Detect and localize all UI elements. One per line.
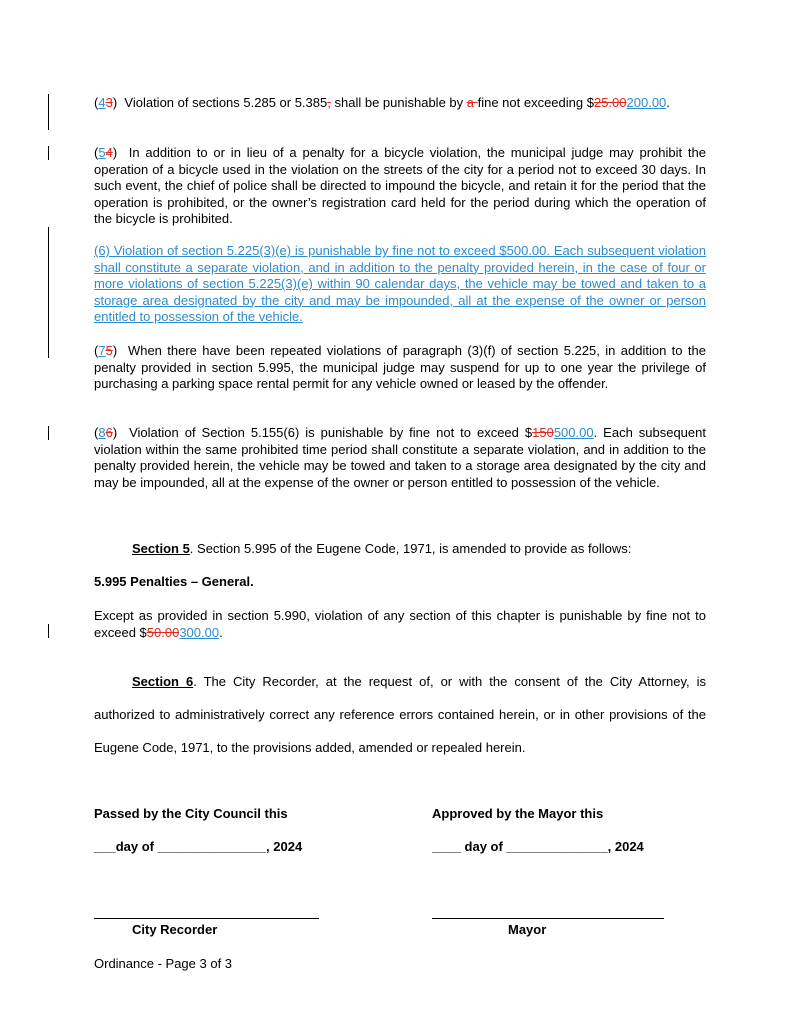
mayor-approved-title: Approved by the Mayor this <box>432 806 604 821</box>
council-passed-title: Passed by the City Council this <box>94 806 288 821</box>
section-heading: 5.995 Penalties – General. <box>94 574 254 589</box>
change-bar <box>48 624 49 638</box>
section-5-body <box>94 608 706 641</box>
deleted-amount: 50.00 <box>146 624 180 640</box>
paren: ( <box>94 343 99 358</box>
mayor-label: Mayor <box>508 922 547 937</box>
text: shall be punishable by <box>330 95 467 110</box>
deleted-text: a <box>466 95 478 110</box>
paren: ( <box>94 425 99 440</box>
deleted-amount: 150 <box>532 425 554 440</box>
paren: ) <box>112 145 118 160</box>
text: In addition to or in lieu of a penalty for a bicycle violation, the municipal judge may prohibit the operation of a bicycle used in the violation on the streets of the city for a period not to exceed 30 days. In such event, the chief of police shall be directed to impound the bicycle, and retain it for the period that the operation is prohibited, or the owner’s registration card held for the period during which the operation of the bicycle is prohibited. <box>94 145 706 226</box>
council-passed-date: ___day of _______________, 2024 <box>94 839 303 854</box>
paren: ) <box>112 343 118 358</box>
deleted-number: 6 <box>105 425 113 440</box>
recorder-signature-line <box>94 918 319 919</box>
inserted-amount: 300.00 <box>179 624 220 640</box>
city-recorder-label: City Recorder <box>132 922 218 937</box>
deleted-number: 3 <box>105 95 113 110</box>
change-bar <box>48 227 49 358</box>
section-label: Section 5 <box>132 541 190 556</box>
deleted-number: 5 <box>105 343 113 358</box>
paren: ) <box>112 425 118 440</box>
paragraph-4 <box>94 95 706 112</box>
section-5-intro <box>94 541 706 558</box>
paren: ) <box>112 95 118 110</box>
inserted-number: 5 <box>98 145 106 160</box>
mayor-signature-line <box>432 918 664 919</box>
text: . <box>219 624 223 640</box>
inserted-number: 8 <box>98 425 106 440</box>
inserted-number: 4 <box>98 95 106 110</box>
change-bar <box>48 426 49 440</box>
deleted-text: , <box>327 95 331 110</box>
deleted-number: 4 <box>105 145 113 160</box>
page-footer: Ordinance - Page 3 of 3 <box>94 956 233 971</box>
text: fine not exceeding $ <box>477 95 594 110</box>
text: . The City Recorder, at the request of, or with the consent of the City Attorney, is authorized to administratively correct any reference errors contained herein, or in other provisions of the Eugene Code, 1971, to the provisions added, amended or repealed herein. <box>94 674 707 755</box>
section-label: Section 6 <box>132 674 194 689</box>
paragraph-7 <box>94 343 706 393</box>
paragraph-8 <box>94 425 706 491</box>
inserted-amount: 500.00 <box>553 425 594 440</box>
paragraph-5 <box>94 145 706 228</box>
text: . <box>666 95 670 110</box>
text: When there have been repeated violations of paragraph (3)(f) of section 5.225, in addition to the penalty provided in section 5.995, the municipal judge may suspend for up to one year the privilege of purchasing a parking space rental permit for any vehicle owned or leased by the offender. <box>94 343 706 391</box>
deleted-amount: 25.00 <box>593 95 627 110</box>
paren: ( <box>94 95 99 110</box>
text: . Section 5.995 of the Eugene Code, 1971, is amended to provide as follows: <box>189 541 632 556</box>
section-6 <box>94 665 706 764</box>
text: Violation of sections 5.285 or 5.385 <box>124 95 328 110</box>
change-bar <box>48 146 49 160</box>
paragraph-6-inserted: (6) Violation of section 5.225(3)(e) is punishable by fine not to exceed $500.00. Each subsequent violation shall constitute a separate violation, and in addition to the penalty provided herein, in the case of four or more violations of section 5.225(3)(e) within 90 calendar days, the vehicle may be towed and taken to a storage area designated by the city and may be impounded, all at the expense of the owner or person entitled to possession of the vehicle. <box>94 243 706 324</box>
change-bar <box>48 94 49 130</box>
inserted-amount: 200.00 <box>626 95 667 110</box>
text: . Each subsequent violation within the same prohibited time period shall constitute a separate violation, and in addition to the penalty provided herein, the vehicle may be towed and taken to a storage area designated by the city and may be impounded, all at the expense of the owner or person entitled to possession of the vehicle. <box>94 425 706 490</box>
paren: ( <box>94 145 99 160</box>
mayor-approved-date: ____ day of ______________, 2024 <box>432 839 644 854</box>
text: Violation of Section 5.155(6) is punishable by fine not to exceed $ <box>129 425 533 440</box>
inserted-number: 7 <box>98 343 106 358</box>
text: Except as provided in section 5.990, violation of any section of this chapter is punishable by fine not to exceed $ <box>94 608 706 640</box>
